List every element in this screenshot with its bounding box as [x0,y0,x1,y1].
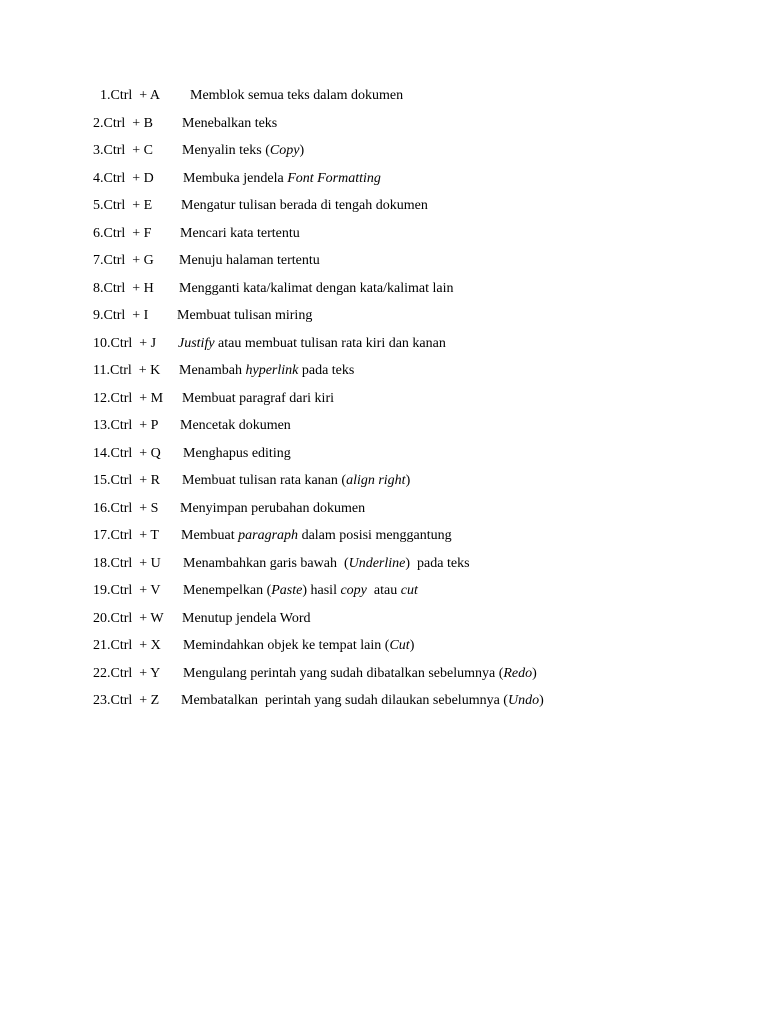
shortcut-description [181,197,428,215]
shortcut-key: 3.Ctrl + C [93,143,154,158]
shortcut-description [182,115,277,133]
shortcut-description [177,307,312,325]
description-text: Membuka jendela [183,171,288,186]
description-text: Memblok semua teks dalam dokumen [190,88,404,103]
italic-term: hyperlink [245,363,299,378]
description-text: ) [409,638,415,653]
shortcut-description [179,280,453,298]
description-text: Menutup jendela Word [182,611,311,626]
italic-term: cut [400,583,418,598]
shortcut-key: 5.Ctrl + E [93,198,153,213]
shortcut-description [179,252,320,270]
italic-term: Copy [269,143,300,158]
shortcut-key: 4.Ctrl + D [93,171,154,186]
description-text: Membuat paragraf dari kiri [182,391,334,406]
shortcut-description [183,555,470,573]
description-text: ) [539,693,544,708]
shortcut-key: 6.Ctrl + F [93,226,152,241]
description-text: Menambah [179,363,246,378]
shortcut-description [182,472,410,490]
italic-term: Justify [178,336,215,351]
shortcut-key: 8.Ctrl + H [93,281,154,296]
description-text: Membuat [181,528,239,543]
description-text: Mencetak dokumen [180,418,291,433]
shortcut-description [178,335,446,353]
shortcut-description [182,610,310,628]
shortcut-key: 19.Ctrl + V [93,583,161,598]
description-text: Menempelkan ( [183,583,272,598]
shortcut-description [181,527,452,545]
description-text: pada teks [298,363,355,378]
description-text: Memindahkan objek ke tempat lain ( [183,638,390,653]
shortcut-description [183,637,414,655]
description-text: Menghapus editing [183,446,291,461]
description-text: Menambahkan garis bawah ( [183,556,349,571]
description-text: Menyalin teks ( [182,143,270,158]
description-text: dalam posisi menggantung [298,528,452,543]
shortcut-description [182,142,304,160]
description-text: Mengulang perintah yang sudah dibatalkan sebelumnya ( [183,666,504,681]
shortcut-key: 1.Ctrl + A [100,88,161,103]
shortcut-description [183,445,291,463]
shortcut-key: 12.Ctrl + M [93,391,164,406]
shortcut-key: 18.Ctrl + U [93,556,161,571]
italic-term: Undo [507,693,540,708]
description-text: ) pada teks [405,556,470,571]
italic-term: Font Formatting [287,171,381,186]
shortcut-key: 17.Ctrl + T [93,528,159,543]
italic-term: Redo [503,666,533,681]
description-text: Mengganti kata/kalimat dengan kata/kalimat lain [179,281,454,296]
description-text: Menuju halaman tertentu [179,253,320,268]
shortcut-key: 2.Ctrl + B [93,116,154,131]
description-text: Mengatur tulisan berada di tengah dokumen [181,198,428,213]
italic-term: Paste [271,583,303,598]
shortcut-description [180,417,291,435]
shortcut-key: 11.Ctrl + K [93,363,161,378]
description-text: ) [532,666,537,681]
shortcut-key: 20.Ctrl + W [93,611,164,626]
shortcut-key: 16.Ctrl + S [93,501,159,516]
italic-term: align right [346,473,406,488]
description-text: Menyimpan perubahan dokumen [180,501,366,516]
shortcut-key: 9.Ctrl + I [93,308,149,323]
italic-term: Underline [348,556,406,571]
shortcut-description [180,225,300,243]
shortcut-description [190,87,403,105]
description-text: Membatalkan perintah yang sudah dilaukan sebelumnya ( [181,693,508,708]
description-text: ) [405,473,411,488]
shortcut-key: 21.Ctrl + X [93,638,161,653]
description-text: ) hasil [302,583,341,598]
shortcut-key: 10.Ctrl + J [93,336,157,351]
shortcut-description [182,390,334,408]
shortcut-key: 14.Ctrl + Q [93,446,161,461]
shortcut-description [183,665,537,683]
description-text: atau [366,583,401,598]
description-text: Menebalkan teks [182,116,278,131]
shortcut-key: 23.Ctrl + Z [93,693,160,708]
shortcut-key: 22.Ctrl + Y [93,666,161,681]
italic-term: Cut [389,638,410,653]
italic-term: paragraph [238,528,299,543]
description-text: Membuat tulisan rata kanan ( [182,473,347,488]
shortcut-key: 13.Ctrl + P [93,418,159,433]
shortcut-key: 15.Ctrl + R [93,473,161,488]
shortcut-description [183,170,381,188]
shortcut-description [181,692,544,710]
description-text: ) [299,143,305,158]
shortcut-description [179,362,354,380]
shortcut-description [183,582,418,600]
shortcut-description [180,500,365,518]
shortcut-key: 7.Ctrl + G [93,253,154,268]
description-text: Membuat tulisan miring [177,308,313,323]
italic-term: copy [340,583,367,598]
description-text: Mencari kata tertentu [180,226,300,241]
description-text: atau membuat tulisan rata kiri dan kanan [214,336,446,351]
